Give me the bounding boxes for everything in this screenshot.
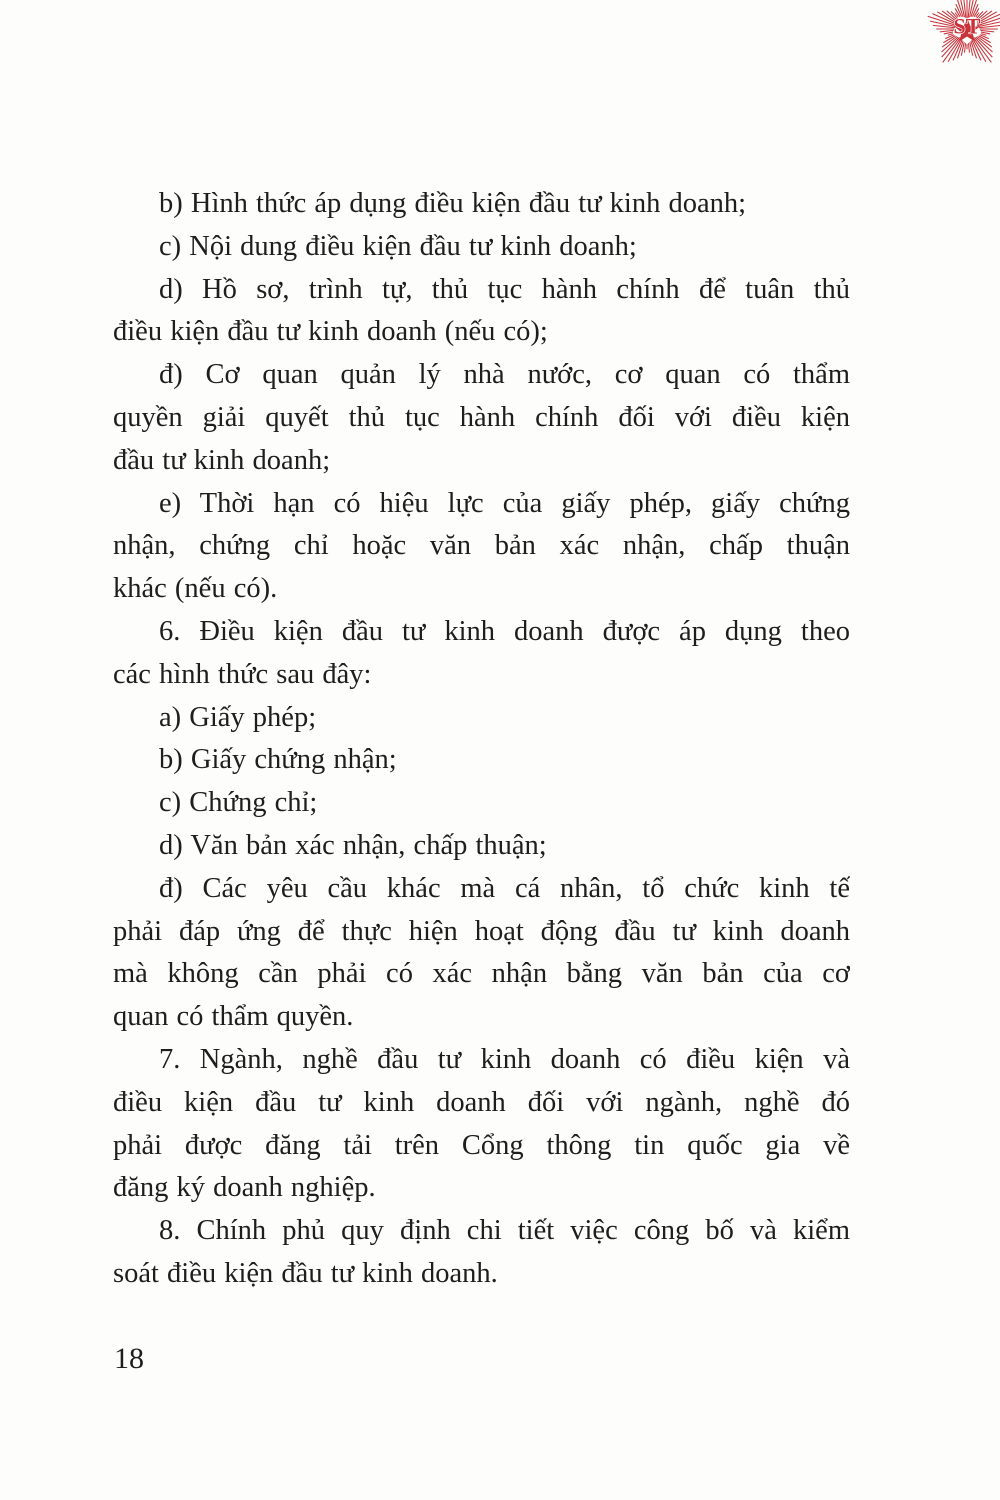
paragraph: [113, 697, 850, 740]
page-number: 18: [114, 1342, 144, 1375]
text-line: quyền giải quyết thủ tục hành chính đối với điều kiện: [113, 401, 850, 433]
paragraph: [113, 782, 850, 825]
text-line: đ) Các yêu cầu khác mà cá nhân, tổ chức kinh tế: [159, 872, 850, 904]
text-line: phải được đăng tải trên Cổng thông tin quốc gia về: [113, 1129, 850, 1161]
text-line: 6. Điều kiện đầu tư kinh doanh được áp dụng theo: [159, 615, 850, 647]
paragraph: [113, 825, 850, 868]
paragraph: [113, 483, 850, 611]
paragraph: [113, 226, 850, 269]
paragraph: [113, 269, 850, 355]
publisher-logo-svg: [923, 0, 1000, 73]
text-line: đầu tư kinh doanh;: [113, 444, 331, 476]
logo-st-text: ST: [953, 13, 981, 39]
paragraph: [113, 354, 850, 482]
text-line: d) Văn bản xác nhận, chấp thuận;: [159, 829, 547, 861]
paragraph: [113, 1210, 850, 1296]
paragraph: [113, 868, 850, 1039]
text-line: các hình thức sau đây:: [113, 658, 372, 690]
publisher-logo: [923, 0, 1000, 73]
paragraph: [113, 1039, 850, 1210]
text-line: 8. Chính phủ quy định chi tiết việc công bố và kiểm: [159, 1215, 850, 1247]
text-line: c) Nội dung điều kiện đầu tư kinh doanh;: [159, 230, 637, 262]
text-line: đ) Cơ quan quản lý nhà nước, cơ quan có thẩm: [159, 359, 850, 391]
text-line: b) Hình thức áp dụng điều kiện đầu tư kinh doanh;: [159, 188, 747, 219]
paragraph: [113, 183, 850, 226]
text-line: 7. Ngành, nghề đầu tư kinh doanh có điều kiện và: [159, 1043, 850, 1075]
text-line: d) Hồ sơ, trình tự, thủ tục hành chính để tuân thủ: [159, 273, 850, 305]
text-line: đăng ký doanh nghiệp.: [113, 1172, 376, 1204]
text-line: nhận, chứng chỉ hoặc văn bản xác nhận, chấp thuận: [113, 530, 850, 562]
text-line: c) Chứng chỉ;: [159, 787, 318, 819]
text-line: e) Thời hạn có hiệu lực của giấy phép, giấy chứng: [159, 487, 850, 519]
text-line: điều kiện đầu tư kinh doanh (nếu có);: [113, 316, 548, 348]
text-line: mà không cần phải có xác nhận bằng văn bản của cơ: [113, 958, 850, 990]
text-block: [113, 183, 850, 1296]
text-line: điều kiện đầu tư kinh doanh đối với ngành, nghề đó: [113, 1086, 850, 1118]
text-line: soát điều kiện đầu tư kinh doanh.: [113, 1257, 498, 1289]
paragraph: [113, 739, 850, 782]
text-line: a) Giấy phép;: [159, 701, 317, 733]
paragraph: [113, 611, 850, 697]
text-line: b) Giấy chứng nhận;: [159, 744, 397, 776]
text-line: khác (nếu có).: [113, 573, 278, 605]
text-line: phải đáp ứng để thực hiện hoạt động đầu tư kinh doanh: [113, 915, 850, 947]
text-line: quan có thẩm quyền.: [113, 1001, 354, 1033]
